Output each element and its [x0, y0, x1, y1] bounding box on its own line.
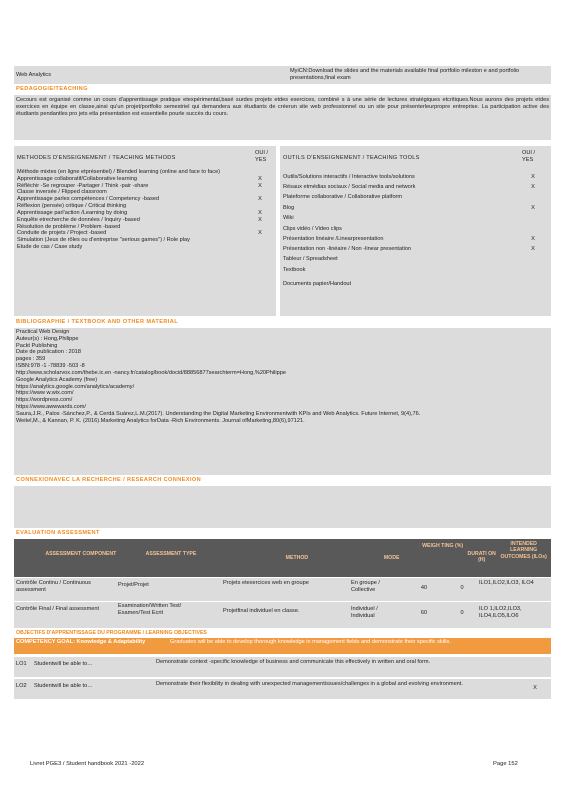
footer-left: Livret PGE3 / Student handbook 2021 -2022	[30, 761, 145, 767]
evaluation-row	[14, 578, 551, 601]
objective-mark	[525, 657, 545, 677]
bib-line: pages : 359	[16, 356, 46, 363]
method-mark: X	[258, 196, 262, 203]
objectives-heading: OBJECTIFS D'APPRENTISSAGE DU PROGRAMME / LEARNING OBJECTIVES	[16, 630, 207, 636]
bib-line: Practical Web Design	[16, 329, 70, 335]
tools-header: OUTILS D'ENSEIGNEMENT / TEACHING TOOLS	[283, 155, 420, 161]
cell-weighting: 60	[420, 610, 428, 616]
method-row	[17, 189, 273, 196]
tool-row	[283, 267, 548, 281]
method-mark: X	[258, 230, 262, 237]
tool-mark	[518, 256, 548, 267]
cell-ilo: ILO 1,ILO2,ILO3, ILO4,ILO5,ILO6	[479, 606, 522, 619]
cell-mode: En groupe / Collective	[351, 580, 380, 593]
header-component: ASSESSMENT COMPONENT	[45, 551, 117, 557]
objective-row	[14, 679, 551, 699]
cell-duration: 0	[460, 585, 464, 591]
header-ilo: INTENDED LEARNING OUTCOMES (ILOs)	[500, 541, 547, 560]
method-mark: X	[258, 216, 262, 223]
objective-row	[14, 657, 551, 677]
evaluation-row	[14, 602, 551, 628]
method-label: Apprentissage parl'action /Learning by doing	[17, 209, 128, 216]
objective-who: Studentwill be able to…	[34, 683, 93, 689]
tool-label: Documents papier/Handout	[283, 281, 352, 287]
tool-label: Clips vidéo / Video clips	[283, 226, 342, 232]
competency-bar	[14, 638, 551, 654]
tool-row	[283, 226, 548, 236]
cell-type: Examination/Written Test/ Examen/Test Ecrit	[118, 603, 182, 616]
competency-goal: COMPETENCY GOAL: Knowledge & Adaptability	[16, 639, 146, 645]
method-row	[17, 230, 273, 237]
header-duration: DURATI ON (H)	[467, 551, 496, 564]
header-type: ASSESSMENT TYPE	[145, 551, 197, 557]
tool-row	[283, 184, 548, 194]
method-row	[17, 183, 273, 190]
competency-description: Graduates will be able to develop thorough knowledge in management fields and demonstrate their specific skills.	[170, 639, 451, 645]
header-method: METHOD	[285, 555, 309, 561]
bibliography-heading: BIBLIOGRAPHIE / TEXTBOOK AND OTHER MATERIAL	[16, 319, 179, 325]
tool-row	[283, 174, 548, 184]
tool-mark	[518, 194, 548, 205]
top-row	[14, 66, 551, 84]
tools-list	[283, 174, 548, 291]
tool-mark	[518, 281, 548, 291]
tool-mark: X	[531, 236, 535, 242]
method-row	[17, 169, 273, 176]
method-label: Apprentissage parles compétences / Competency -based	[17, 196, 160, 203]
tool-mark: X	[531, 246, 535, 252]
tool-mark: X	[531, 174, 535, 180]
bib-line: Saura,J.R., Palos -Sánchez,P., & Cerdá Suárez,L.M.(2017). Understanding the Digital Marketing Environmentwith KPIs and Web Analytics. Future Internet, 9(4),76.	[16, 410, 421, 417]
method-label: Réflexion (pensée) critique / Critical thinking	[17, 203, 127, 210]
tool-mark: X	[531, 184, 535, 190]
method-row	[17, 203, 273, 210]
method-label: Méthode mixtes (en ligne etprésentiel) / Blended learning (online and face to face)	[17, 169, 221, 175]
method-mark	[247, 237, 273, 244]
connexion-block	[14, 486, 551, 528]
tool-mark: X	[531, 205, 535, 211]
method-row	[17, 224, 273, 231]
cell-component: Contrôle Continu / Continuous assessment	[16, 580, 91, 593]
bib-line: Packt Publishing	[16, 342, 58, 349]
method-mark	[247, 189, 273, 196]
objective-code: LO1	[16, 661, 27, 667]
method-label: Etude de cas / Case study	[17, 243, 83, 250]
tool-label: Tableur / Spreadsheet	[283, 256, 338, 262]
method-label: Réfléchir -Se regrouper -Partager / Think -pair -share	[17, 182, 149, 189]
objective-text: Demonstrate their flexibility in dealing with unexpected managementissues/challenges in a global and evolving environment.	[156, 681, 463, 687]
tool-label: Présentation non -linéaire / Non -linear presentation	[283, 246, 412, 252]
tool-label: Résaux etmédias sociaux / Social media and network	[283, 184, 416, 190]
method-row	[17, 196, 273, 203]
tool-row	[283, 215, 548, 226]
cell-component: Contrôle Final / Final assessment	[16, 606, 100, 612]
bib-line: Google Analytics Academy (free)	[16, 376, 98, 383]
cell-duration: 0	[460, 610, 464, 616]
bib-line: http://www.scholarvox.com/thebe.ic.en -nancy.fr/catalog/book/docid/88856877searchterm=Hong,%20Philippe	[16, 369, 286, 376]
bib-line: https://wordpress.com/	[16, 397, 73, 404]
evaluation-table	[14, 539, 551, 628]
top-row-left: Web Analytics	[16, 72, 52, 78]
cell-ilo: ILO1,ILO2,ILO3, ILO4	[479, 580, 534, 586]
method-label: Classe inversée / Flipped classroom	[17, 189, 107, 196]
methods-header: METHODES D'ENSEIGNEMENT / TEACHING METHODS	[17, 155, 176, 161]
header-mode: MODE	[383, 555, 400, 561]
objective-code: LO2	[16, 683, 27, 689]
cell-mode: Individuel / Individual	[351, 606, 378, 619]
tools-yes-header: OUI / YES	[522, 150, 536, 163]
top-row-right: MyiCN:Download the slides and the materials available final portfolio mileston e and portfolio presentations,final exam	[290, 68, 520, 81]
method-label: Enquête etrecherche de données / Inquiry -based	[17, 216, 140, 223]
method-mark	[247, 203, 273, 210]
tool-mark	[518, 267, 548, 281]
tool-label: Présentation linéaire /Linearpresentation	[283, 236, 384, 242]
tool-row	[283, 194, 548, 205]
method-row	[17, 217, 273, 224]
objective-who: Studentwill be able to…	[34, 661, 93, 667]
tool-mark	[518, 215, 548, 226]
method-label: Apprentissage collaboratif/Collaborative learning	[17, 175, 138, 182]
objective-text: Demonstrate context -specific knowledge of business and communicate this effectively in written and oral form.	[156, 659, 431, 665]
method-mark: X	[258, 209, 262, 216]
tool-row	[283, 281, 548, 291]
tool-mark	[518, 226, 548, 236]
tool-label: Outils/Solutions interactifs / Interactive tools/solutions	[283, 174, 415, 180]
tool-label: Wiki	[283, 215, 294, 221]
footer-right: Page 152	[493, 761, 518, 767]
method-label: Conduite de projets / Project -based	[17, 230, 107, 237]
header-weighting: WEIGH TING (%)	[422, 543, 464, 549]
cell-method: Projets etexercices web en groupe	[223, 580, 309, 586]
tool-label: Plateforme collaborative / Collaborative platform	[283, 194, 403, 200]
tool-row	[283, 205, 548, 215]
method-mark	[247, 244, 273, 251]
tool-row	[283, 246, 548, 256]
bib-line: https://www.awwwards.com/	[16, 403, 86, 410]
bib-line: Auteur(s) : Hong,Philippe	[16, 335, 79, 342]
cell-type: Projet/Projet	[118, 582, 149, 588]
tool-label: Blog	[283, 205, 295, 211]
method-row	[17, 244, 273, 251]
bib-line: Weitel,M., & Kannan, P. K. (2016).Marketing Analytics forData -Rich Environments. Journal ofMarketing,80(6),97121.	[16, 417, 305, 424]
bib-line: https://www w.wix.com/	[16, 390, 74, 397]
pedagogie-text: Cecours est organisé comme un cours d'apprentissage pratique etexpérimental,basé surdes projets etdes exercices, combiné s à une série de lectures stratégiques etcritiques.Nous aurons des projets etdes exercices en équipe en classe,ainsi qu'un projet/portfolio semestriel qui demandera aux étudiants de créerun site web professionnel ou un site pour présenterleurpropre entreprise. La participation active des étudiants pendantles pro jets etla présentation est essentielle pourle succès du cours.	[14, 95, 551, 140]
bibliography-block	[14, 328, 551, 475]
method-mark	[247, 224, 273, 231]
method-mark: X	[258, 175, 262, 182]
connexion-heading: CONNEXIONAVEC LA RECHERCHE / RESEARCH CONNEXION	[16, 477, 202, 483]
bib-line: Date de publication : 2018	[16, 349, 81, 356]
bib-line: ISBN:978 -1 -78839 -503 -8	[16, 363, 85, 370]
method-label: Simulation (Jeux de rôles ou d'entreprise "serious games") / Role play	[17, 237, 190, 244]
tool-row	[283, 256, 548, 267]
tool-row	[283, 236, 548, 246]
methods-yes-header: OUI / YES	[255, 150, 269, 163]
method-row	[17, 237, 273, 244]
cell-method: Projetfinal individuel en classe.	[223, 608, 300, 614]
tool-label: Textbook	[283, 267, 306, 273]
method-mark	[247, 169, 273, 176]
method-row	[17, 210, 273, 217]
pedagogie-heading: PEDAGOGIE/TEACHING	[16, 86, 88, 92]
objective-mark: X	[533, 685, 537, 691]
method-mark: X	[258, 182, 262, 189]
bib-line: https://analytics.google.com/analytics/academy/	[16, 383, 135, 390]
cell-weighting: 40	[420, 585, 428, 591]
method-label: Résolution de problème / Problem -based	[17, 223, 121, 230]
method-row	[17, 176, 273, 183]
methods-list	[17, 169, 273, 251]
evaluation-heading: EVALUATION ASSESSMENT	[16, 530, 100, 536]
evaluation-header-row	[14, 539, 551, 577]
